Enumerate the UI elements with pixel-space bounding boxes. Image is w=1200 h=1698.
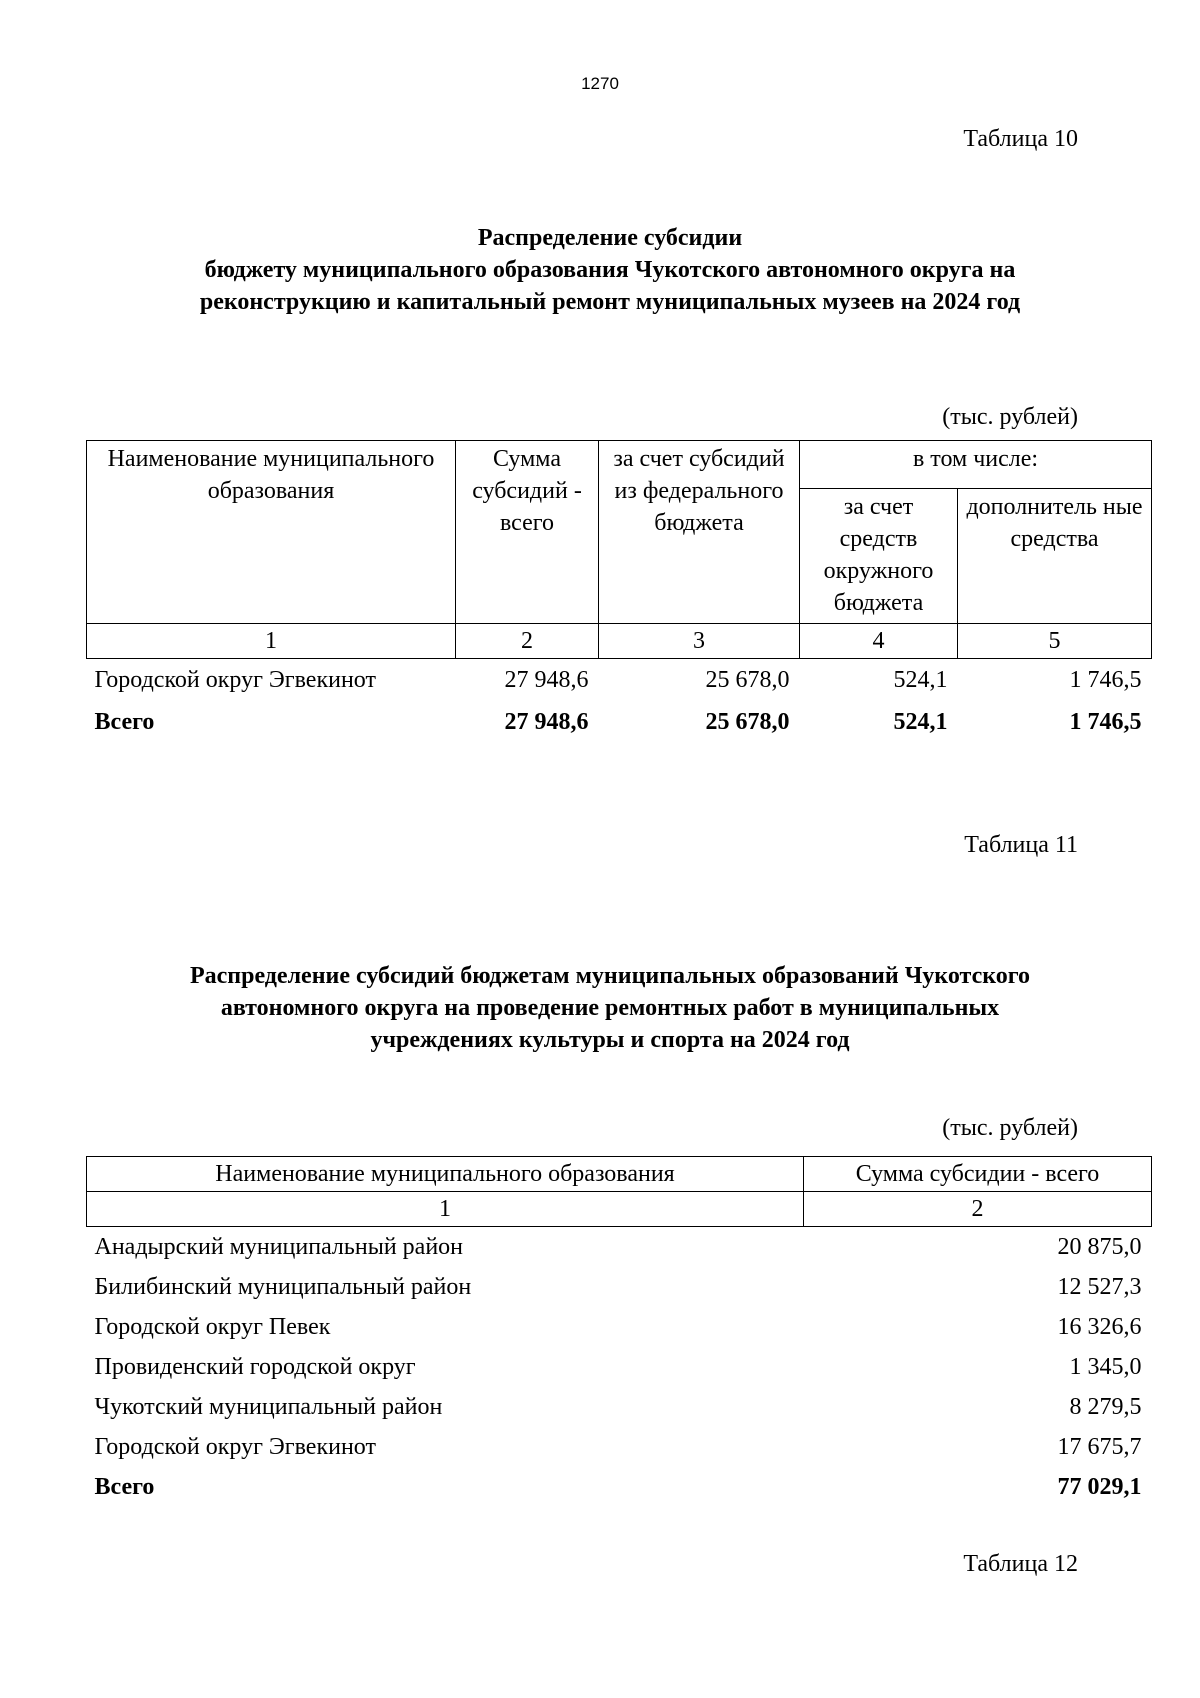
total-district: 524,1 bbox=[893, 708, 948, 735]
row-total: 1 345,0 bbox=[1069, 1353, 1142, 1380]
header-district: за счет средств окружного бюджета bbox=[800, 488, 958, 623]
table-row bbox=[87, 1387, 1152, 1427]
table-11-heading-line: автономного округа на проведение ремонтных работ в муниципальных bbox=[220, 995, 1000, 1021]
row-name: Билибинский муниципальный район bbox=[94, 1273, 472, 1300]
column-number: 1 bbox=[87, 1192, 804, 1227]
header-federal: за счет субсидий из федерального бюджета bbox=[599, 441, 800, 624]
table-row bbox=[87, 1267, 1152, 1307]
header-additional: дополнитель ные средства bbox=[958, 488, 1152, 623]
table-11-heading-line: учреждениях культуры и спорта на 2024 год bbox=[370, 1027, 850, 1053]
row-total: 20 875,0 bbox=[1057, 1233, 1142, 1260]
column-number: 3 bbox=[599, 624, 800, 659]
column-number: 1 bbox=[87, 624, 456, 659]
table-10-heading-line: бюджету муниципального образования Чукотского автономного округа на bbox=[204, 257, 1016, 283]
column-number: 4 bbox=[800, 624, 958, 659]
table-11-heading bbox=[80, 960, 1140, 1056]
row-name: Чукотский муниципальный район bbox=[94, 1393, 443, 1420]
total-label: Всего bbox=[94, 1473, 155, 1500]
column-number: 5 bbox=[958, 624, 1152, 659]
row-district: 524,1 bbox=[893, 666, 948, 693]
column-number: 2 bbox=[456, 624, 599, 659]
table-12-caption: Таблица 12 bbox=[963, 1551, 1078, 1577]
table-11 bbox=[86, 1156, 1152, 1507]
row-total: 27 948,6 bbox=[504, 666, 589, 693]
table-10-caption: Таблица 10 bbox=[963, 126, 1078, 152]
header-name: Наименование муниципального образования bbox=[87, 1157, 804, 1192]
header-total: Сумма субсидии - всего bbox=[804, 1157, 1152, 1192]
header-name: Наименование муниципального образования bbox=[87, 441, 456, 624]
row-name: Городской округ Певек bbox=[94, 1313, 331, 1340]
table-10-heading-line: Распределение субсидии bbox=[477, 225, 743, 251]
table-row bbox=[87, 1307, 1152, 1347]
table-10 bbox=[86, 440, 1152, 743]
table-11-units: (тыс. рублей) bbox=[942, 1115, 1078, 1141]
column-number: 2 bbox=[804, 1192, 1152, 1227]
row-total: 16 326,6 bbox=[1057, 1313, 1142, 1340]
row-name: Городской округ Эгвекинот bbox=[94, 666, 376, 693]
table-10-units: (тыс. рублей) bbox=[942, 404, 1078, 430]
header-total: Сумма субсидий - всего bbox=[456, 441, 599, 624]
row-total: 12 527,3 bbox=[1057, 1273, 1142, 1300]
header-including: в том числе: bbox=[800, 441, 1152, 489]
row-additional: 1 746,5 bbox=[1069, 666, 1142, 693]
total-additional: 1 746,5 bbox=[1069, 708, 1142, 735]
row-total: 8 279,5 bbox=[1069, 1393, 1142, 1420]
row-name: Провиденский городской округ bbox=[94, 1353, 416, 1380]
row-name: Городской округ Эгвекинот bbox=[94, 1433, 376, 1460]
table-row bbox=[87, 659, 1152, 702]
total-row bbox=[87, 701, 1152, 743]
table-row bbox=[87, 1427, 1152, 1467]
total-total: 27 948,6 bbox=[504, 708, 589, 735]
table-row bbox=[87, 1347, 1152, 1387]
table-11-heading-line: Распределение субсидий бюджетам муниципальных образований Чукотского bbox=[189, 963, 1031, 989]
table-11-caption: Таблица 11 bbox=[964, 832, 1078, 858]
table-10-heading bbox=[80, 222, 1140, 318]
total-label: Всего bbox=[94, 708, 155, 735]
row-federal: 25 678,0 bbox=[705, 666, 790, 693]
page-number: 1270 bbox=[581, 74, 619, 93]
table-row bbox=[87, 1227, 1152, 1268]
total-total: 77 029,1 bbox=[1057, 1473, 1142, 1500]
total-row bbox=[87, 1467, 1152, 1507]
row-total: 17 675,7 bbox=[1057, 1433, 1142, 1460]
table-10-heading-line: реконструкцию и капитальный ремонт муниципальных музеев на 2024 год bbox=[199, 289, 1021, 315]
row-name: Анадырский муниципальный район bbox=[94, 1233, 464, 1260]
total-federal: 25 678,0 bbox=[705, 708, 790, 735]
